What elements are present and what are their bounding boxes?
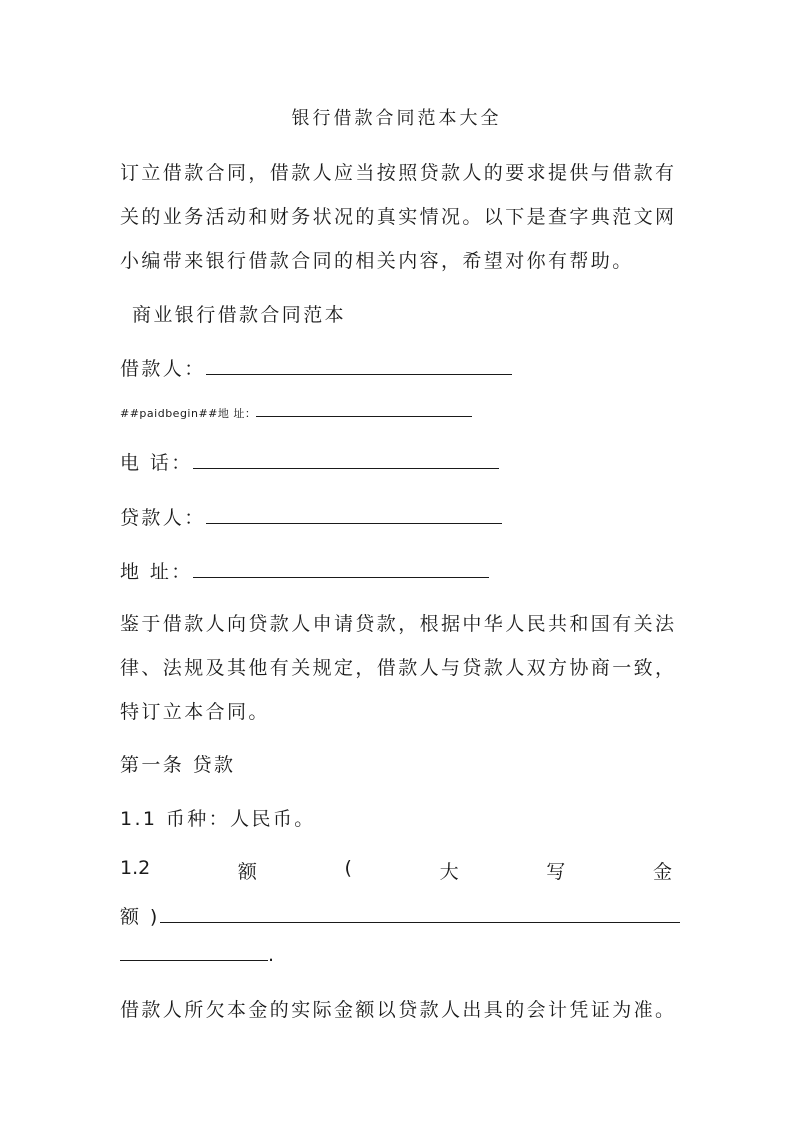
clause-1-2-period: . bbox=[268, 944, 277, 966]
amount-blank-2 bbox=[120, 946, 268, 961]
clause-1-2-part: 写 bbox=[546, 861, 566, 883]
address-label: 地 址： bbox=[120, 561, 193, 583]
phone-field bbox=[120, 448, 499, 475]
clause-1-2-part: ( bbox=[344, 857, 352, 879]
address-field bbox=[120, 557, 489, 584]
clause-1-2-line-1 bbox=[120, 857, 672, 884]
preamble-line-2: 律、法规及其他有关规定，借款人与贷款人双方协商一致， bbox=[120, 657, 677, 679]
amount-blank-1 bbox=[160, 908, 680, 923]
clause-1-2-number: 1.2 bbox=[120, 857, 151, 879]
phone-blank bbox=[193, 454, 499, 469]
intro-line-2: 关的业务活动和财务状况的真实情况。以下是查字典范文网 bbox=[120, 206, 677, 228]
principal-note: 借款人所欠本金的实际金额以贷款人出具的会计凭证为准。 bbox=[120, 999, 677, 1021]
borrower-label: 借款人： bbox=[120, 358, 206, 380]
preamble-line-1: 鉴于借款人向贷款人申请贷款，根据中华人民共和国有关法 bbox=[120, 613, 677, 635]
clause-1-2-line2-text: 额 ) bbox=[120, 906, 160, 928]
lender-field bbox=[120, 503, 502, 530]
intro-line-1: 订立借款合同，借款人应当按照贷款人的要求提供与借款有 bbox=[120, 162, 677, 184]
address-blank bbox=[193, 563, 489, 578]
article-1-heading: 第一条 贷款 bbox=[120, 754, 236, 776]
phone-label: 电 话： bbox=[120, 452, 193, 474]
paid-address-label: ##paidbegin##地 址： bbox=[120, 407, 257, 420]
intro-line-3: 小编带来银行借款合同的相关内容，希望对你有帮助。 bbox=[120, 250, 634, 272]
preamble-line-3: 特订立本合同。 bbox=[120, 701, 270, 723]
paid-address-blank bbox=[256, 407, 472, 417]
borrower-blank bbox=[206, 360, 512, 375]
clause-1-2-part: 大 bbox=[439, 861, 459, 883]
clause-1-2-line-3 bbox=[120, 944, 276, 966]
lender-blank bbox=[206, 509, 502, 524]
clause-1-2-part: 额 bbox=[237, 861, 257, 883]
section-subtitle: 商业银行借款合同范本 bbox=[132, 304, 347, 326]
clause-1-2-part: 金 bbox=[652, 861, 672, 883]
paid-address-field bbox=[120, 405, 472, 421]
borrower-field bbox=[120, 354, 512, 381]
lender-label: 贷款人： bbox=[120, 507, 206, 529]
clause-1-2-line-2 bbox=[120, 902, 680, 929]
document-title: 银行借款合同范本大全 bbox=[291, 108, 502, 129]
clause-1-1: 1.1 币种：人民币。 bbox=[120, 808, 316, 830]
